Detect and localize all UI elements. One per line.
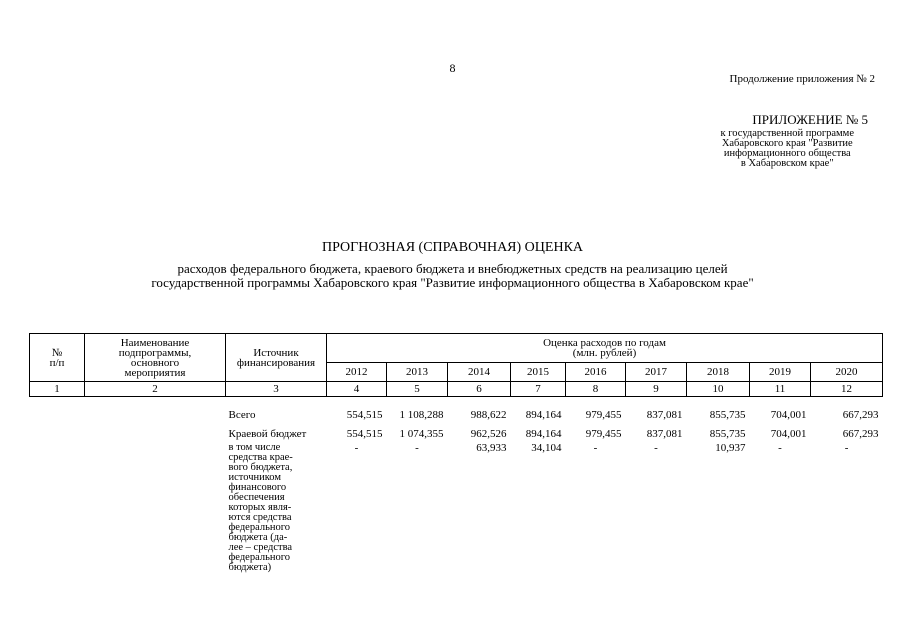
table-row-federal (30, 443, 883, 573)
column-number: 11 (750, 382, 811, 397)
column-number: 10 (687, 382, 750, 397)
source-line: источником (228, 472, 281, 483)
value-cell: 10,937 (715, 442, 746, 454)
page-number: 8 (449, 61, 456, 75)
value-cell: 554,515 (346, 427, 383, 440)
column-number: 8 (566, 382, 626, 397)
header-year: 2012 (327, 363, 387, 382)
value-cell: 554,515 (346, 408, 383, 421)
column-number: 3 (226, 382, 327, 397)
table-row-total (30, 405, 883, 424)
header-year: 2015 (511, 363, 566, 382)
header-estimate-line: Оценка расходов по годам (543, 337, 666, 349)
value-cell: 855,735 (709, 427, 746, 440)
header-number-line: п/п (49, 356, 65, 369)
column-number: 4 (327, 382, 387, 397)
value-cell: 667,293 (842, 427, 879, 440)
value-cell: 667,293 (842, 408, 879, 421)
value-cell: 704,001 (770, 427, 807, 440)
value-cell: 894,164 (525, 408, 562, 421)
value-cell: - (354, 442, 359, 454)
column-number: 6 (448, 382, 511, 397)
header-year: 2016 (566, 363, 626, 382)
column-number: 5 (387, 382, 448, 397)
source-line: бюджета) (228, 562, 272, 573)
header-year: 2013 (387, 363, 448, 382)
column-number: 1 (30, 382, 85, 397)
column-number: 2 (85, 382, 226, 397)
source-line: финансового (228, 482, 287, 493)
appendix-subtitle-line: в Хабаровском крае" (740, 158, 834, 169)
value-cell: - (654, 442, 658, 454)
header-year: 2018 (687, 363, 750, 382)
source-line: лее – средства (228, 542, 293, 553)
value-cell: 962,526 (470, 427, 507, 440)
source-line: в том числе (228, 442, 281, 453)
appendix-subtitle (721, 129, 854, 169)
source-cell: Краевой бюджет (228, 427, 307, 440)
source-line: федерального (228, 552, 291, 563)
header-source-line: финансирования (236, 356, 316, 369)
header-name-line: мероприятия (124, 366, 186, 379)
value-cell: 704,001 (770, 408, 807, 421)
header-number (30, 334, 85, 382)
source-line: обеспечения (228, 492, 285, 503)
budget-estimate-table (29, 333, 883, 573)
document-subtitle-line: государственной программы Хабаровского края "Развитие информационного общества в Хабаровском крае" (151, 275, 754, 290)
source-line: средства крае- (228, 452, 293, 463)
source-cell (226, 443, 327, 573)
column-number-row (30, 382, 883, 397)
value-cell: 63,933 (476, 442, 507, 454)
header-year: 2014 (448, 363, 511, 382)
value-cell: 837,081 (646, 408, 683, 421)
header-name-line: подпрограммы, (118, 346, 192, 359)
value-cell: 1 108,288 (399, 408, 444, 421)
value-cell: 988,622 (470, 408, 507, 421)
value-cell: 894,164 (525, 427, 562, 440)
header-year: 2019 (750, 363, 811, 382)
appendix-subtitle-line: к государственной программе (720, 128, 854, 139)
document-subtitle-line: расходов федерального бюджета, краевого бюджета и внебюджетных средств на реализацию целей (177, 261, 728, 276)
value-cell: 979,455 (585, 427, 622, 440)
source-line: которых явля- (228, 502, 292, 513)
value-cell: - (844, 442, 849, 454)
source-cell: Всего (228, 408, 256, 421)
value-cell: 34,104 (531, 442, 562, 454)
header-name-line: Наименование (120, 336, 190, 349)
table-row-regional (30, 424, 883, 443)
document-subtitle (0, 262, 905, 290)
header-name-line: основного (130, 356, 180, 369)
value-cell: - (778, 442, 782, 454)
header-year: 2020 (811, 363, 883, 382)
value-cell: 979,455 (585, 408, 622, 421)
source-line: бюджета (да- (228, 532, 288, 543)
column-number: 9 (626, 382, 687, 397)
header-source (226, 334, 327, 382)
header-source-line: Источник (253, 346, 299, 359)
value-cell: - (593, 442, 598, 454)
value-cell: 1 074,355 (399, 427, 444, 440)
header-year: 2017 (626, 363, 687, 382)
appendix-title: ПРИЛОЖЕНИЕ № 5 (752, 112, 868, 127)
value-cell: 837,081 (646, 427, 683, 440)
column-number: 7 (511, 382, 566, 397)
header-number-line: № (51, 346, 63, 359)
source-line: федерального (228, 522, 291, 533)
value-cell: 855,735 (709, 408, 746, 421)
source-line: вого бюджета, (228, 462, 293, 473)
header-estimate-line: (млн. рублей) (572, 347, 637, 359)
header-estimate (327, 334, 883, 363)
column-number: 12 (811, 382, 883, 397)
appendix-subtitle-line: информационного общества (723, 148, 851, 159)
document-title: ПРОГНОЗНАЯ (СПРАВОЧНАЯ) ОЦЕНКА (321, 240, 584, 255)
header-name (85, 334, 226, 382)
appendix-subtitle-line: Хабаровского края "Развитие (721, 138, 853, 149)
value-cell: - (415, 442, 419, 454)
source-line: ются средства (228, 512, 292, 523)
continuation-note: Продолжение приложения № 2 (729, 73, 875, 85)
